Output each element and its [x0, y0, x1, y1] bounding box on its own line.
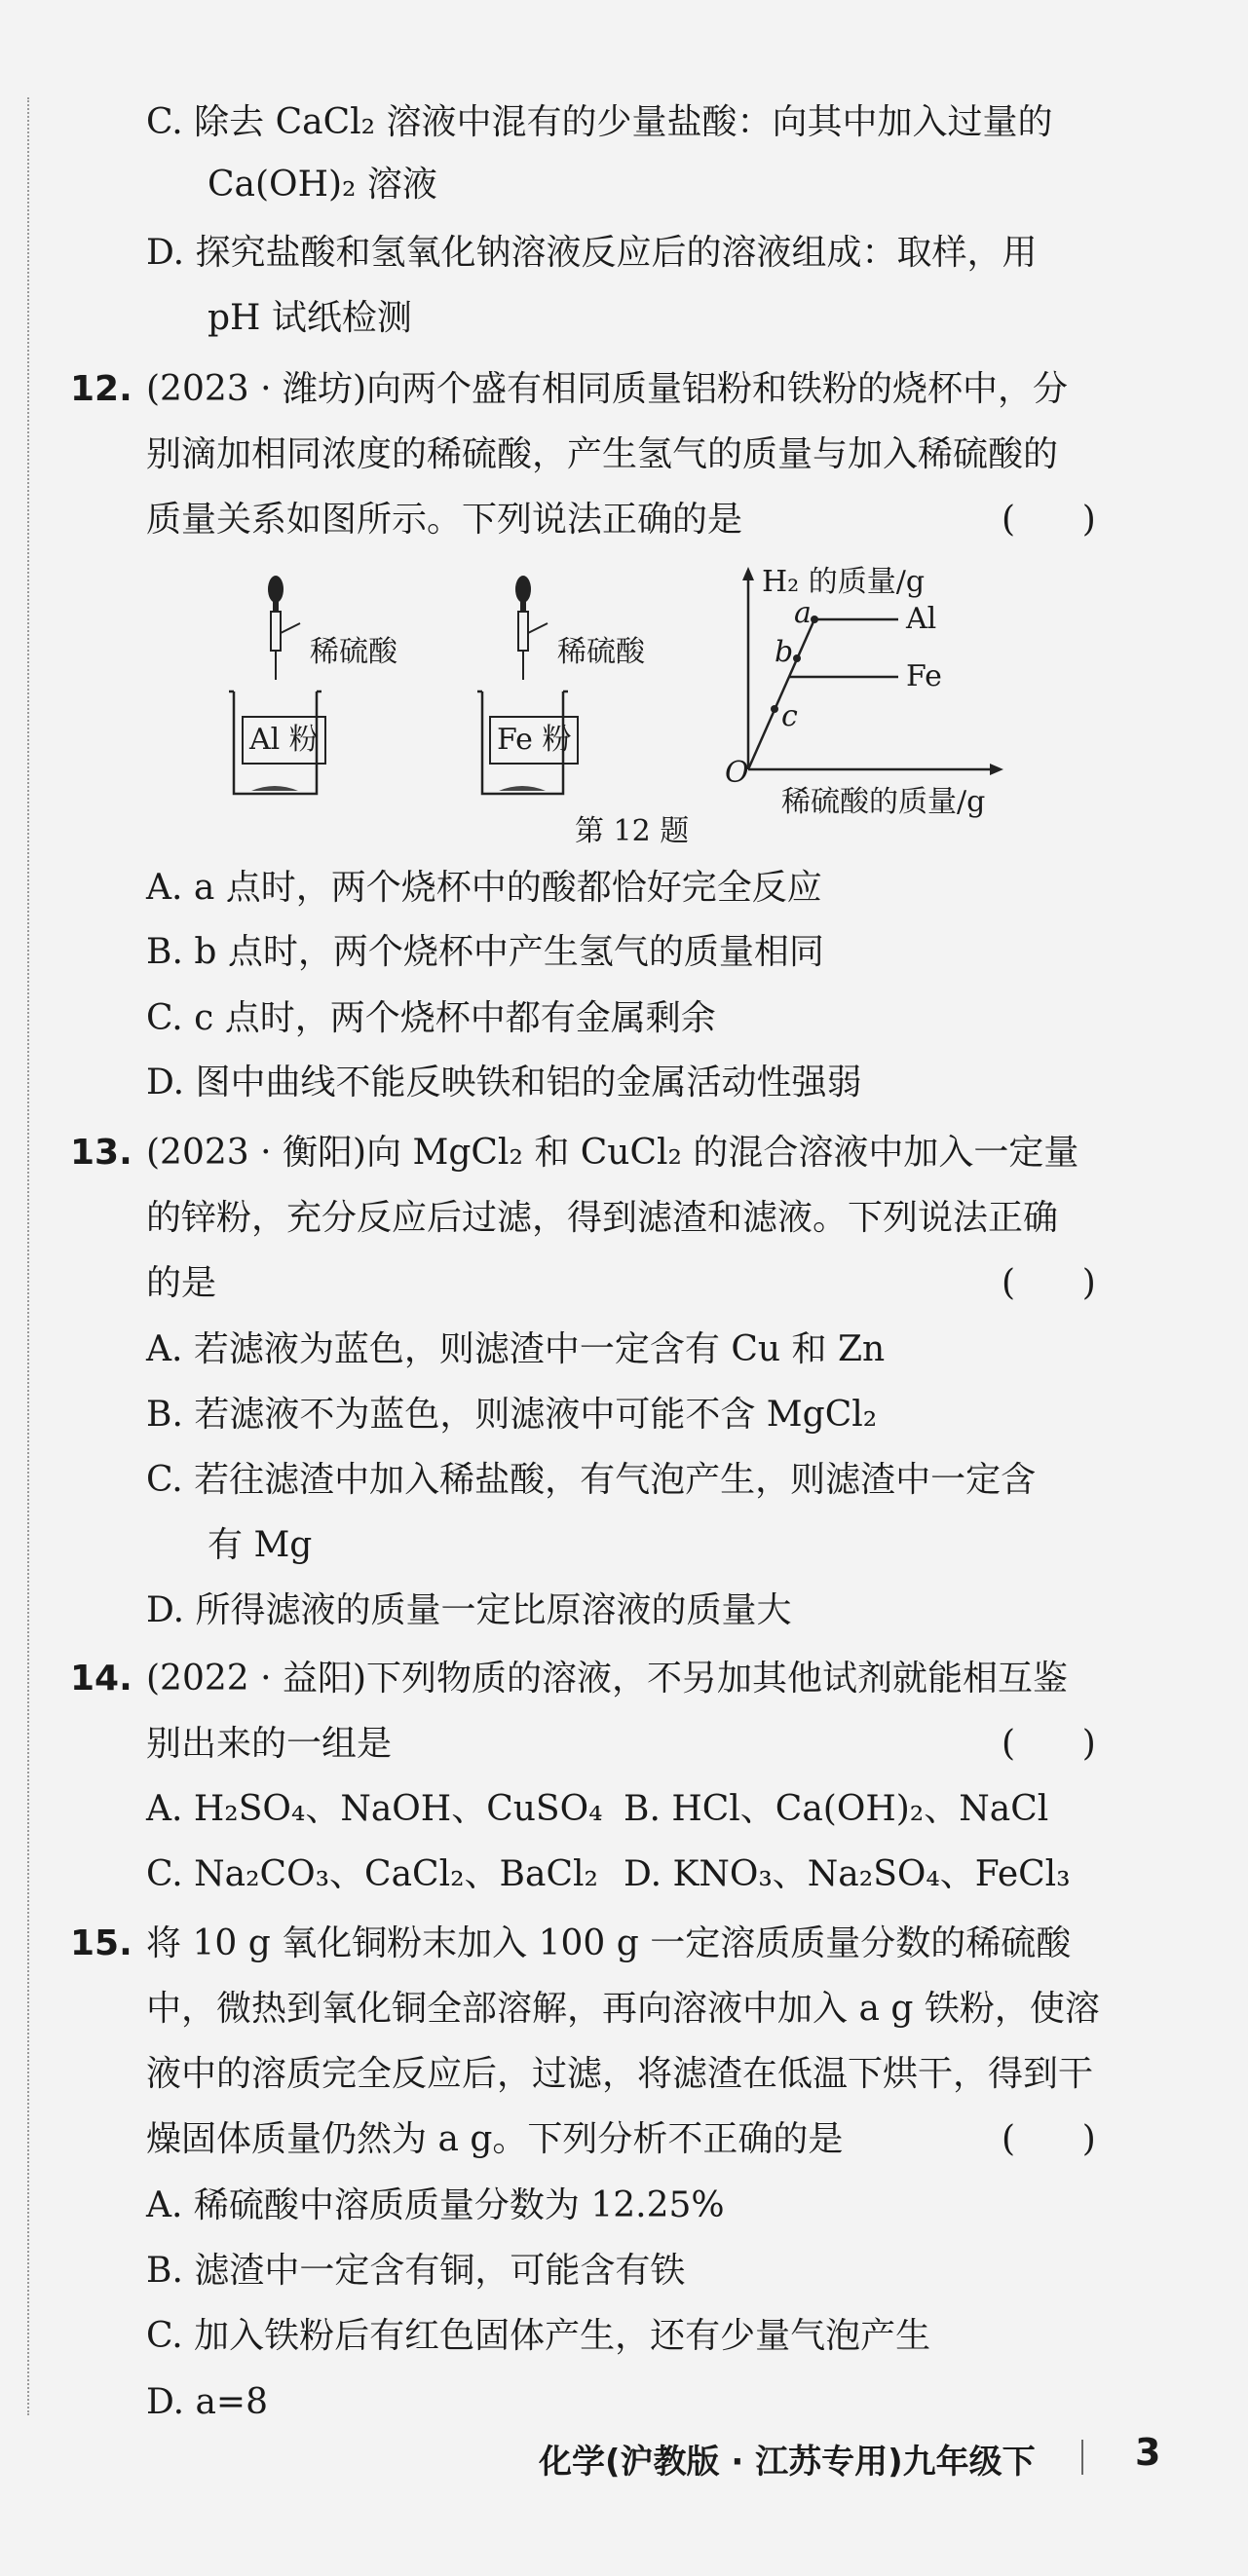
q13-stem-line3: 的是: [146, 1263, 217, 1303]
q13-option-a: A. 若滤液为蓝色，则滤渣中一定含有 Cu 和 Zn: [146, 1329, 886, 1369]
q11-option-d-line1: D. 探究盐酸和氢氧化钠溶液反应后的溶液组成：取样，用: [146, 233, 1038, 273]
q11-option-d-line2: pH 试纸检测: [208, 298, 412, 338]
q12-option-b: B. b 点时，两个烧杯中产生氢气的质量相同: [146, 932, 824, 972]
q15-option-b: B. 滤渣中一定含有铜，可能含有铁: [146, 2251, 686, 2291]
q14-option-c: C. Na₂CO₃、CaCl₂、BaCl₂: [146, 1854, 598, 1894]
beaker-2-label: Fe 粉: [489, 716, 579, 765]
point-b-label: b: [775, 635, 794, 669]
q12-option-d: D. 图中曲线不能反映铁和铝的金属活动性强弱: [146, 1063, 862, 1102]
q13-option-c-line2: 有 Mg: [208, 1525, 313, 1565]
q14-number: 14.: [70, 1659, 132, 1699]
acid-label-2: 稀硫酸: [557, 635, 645, 669]
q15-stem-line1: 将 10 g 氧化铜粉末加入 100 g 一定溶质质量分数的稀硫酸: [146, 1923, 1072, 1963]
q13-stem-line2: 的锌粉，充分反应后过滤，得到滤渣和滤液。下列说法正确: [146, 1198, 1059, 1238]
q12-answer-bracket[interactable]: ( ): [1002, 500, 1096, 540]
q15-stem-line4: 燥固体质量仍然为 a g。下列分析不正确的是: [146, 2119, 844, 2159]
q15-answer-bracket[interactable]: ( ): [1002, 2119, 1096, 2159]
point-a: [811, 616, 818, 623]
q12-stem-line2: 别滴加相同浓度的稀硫酸，产生氢气的质量与加入稀硫酸的: [146, 434, 1059, 474]
footer-separator: [1081, 2440, 1083, 2475]
point-a-label: a: [794, 596, 812, 630]
q15-option-a: A. 稀硫酸中溶质质量分数为 12.25%: [146, 2185, 725, 2225]
dropper-2: [515, 576, 548, 680]
figure-caption: 第 12 题: [575, 814, 690, 848]
binding-margin-line: [27, 97, 29, 2415]
q13-number: 13.: [70, 1133, 132, 1173]
q14-option-d: D. KNO₃、Na₂SO₄、FeCl₃: [624, 1854, 1071, 1894]
q15-option-c: C. 加入铁粉后有红色固体产生，还有少量气泡产生: [146, 2316, 931, 2356]
q13-option-d: D. 所得滤液的质量一定比原溶液的质量大: [146, 1590, 792, 1630]
q12-number: 12.: [70, 369, 132, 409]
q12-stem-line1: (2023 · 潍坊)向两个盛有相同质量铝粉和铁粉的烧杯中，分: [146, 369, 1069, 409]
point-c-label: c: [781, 699, 798, 733]
origin-label: O: [725, 756, 749, 790]
point-b: [793, 654, 801, 662]
q11-option-c-line2: Ca(OH)₂ 溶液: [208, 165, 437, 205]
q13-option-c-line1: C. 若往滤渣中加入稀盐酸，有气泡产生，则滤渣中一定含: [146, 1460, 1037, 1500]
q15-stem-line2: 中，微热到氧化铜全部溶解，再向溶液中加入 a g 铁粉，使溶: [146, 1989, 1100, 2029]
acid-label-1: 稀硫酸: [310, 635, 397, 669]
q15-option-d: D. a=8: [146, 2382, 268, 2422]
dropper-1: [268, 576, 300, 680]
q11-option-c-line1: C. 除去 CaCl₂ 溶液中混有的少量盐酸：向其中加入过量的: [146, 102, 1053, 142]
q12-stem-line3: 质量关系如图所示。下列说法正确的是: [146, 500, 743, 540]
q13-stem-line1: (2023 · 衡阳)向 MgCl₂ 和 CuCl₂ 的混合溶液中加入一定量: [146, 1133, 1079, 1173]
al-line-label: Al: [906, 602, 937, 636]
q15-number: 15.: [70, 1923, 132, 1963]
q12-option-a: A. a 点时，两个烧杯中的酸都恰好完全反应: [146, 868, 822, 908]
q12-option-c: C. c 点时，两个烧杯中都有金属剩余: [146, 998, 716, 1038]
q13-option-b: B. 若滤液不为蓝色，则滤液中可能不含 MgCl₂: [146, 1395, 878, 1435]
q14-stem-line2: 别出来的一组是: [146, 1724, 393, 1764]
q14-stem-line1: (2022 · 益阳)下列物质的溶液，不另加其他试剂就能相互鉴: [146, 1659, 1069, 1699]
x-axis-label: 稀硫酸的质量/g: [781, 785, 986, 819]
q14-option-b: B. HCl、Ca(OH)₂、NaCl: [624, 1789, 1049, 1829]
page-number: 3: [1135, 2431, 1161, 2474]
beaker-1-label: Al 粉: [242, 716, 326, 765]
q14-option-a: A. H₂SO₄、NaOH、CuSO₄: [146, 1789, 603, 1829]
y-axis-label: H₂ 的质量/g: [762, 565, 926, 599]
q14-answer-bracket[interactable]: ( ): [1002, 1724, 1096, 1764]
q15-stem-line3: 液中的溶质完全反应后，过滤，将滤渣在低温下烘干，得到干: [146, 2054, 1094, 2094]
footer-book-title: 化学(沪教版 · 江苏专用)九年级下: [539, 2443, 1036, 2482]
point-c: [771, 705, 778, 713]
fe-line-label: Fe: [906, 659, 942, 693]
q12-figure: [205, 565, 1062, 867]
q13-answer-bracket[interactable]: ( ): [1002, 1263, 1096, 1303]
